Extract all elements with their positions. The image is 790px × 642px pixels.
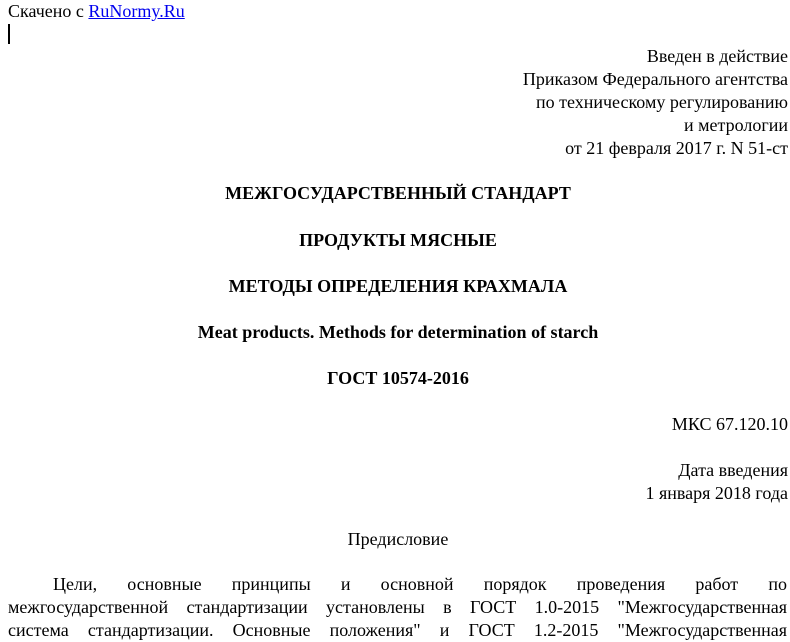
enactment-line: от 21 февраля 2017 г. N 51-ст [565,138,788,158]
methods-title: МЕТОДЫ ОПРЕДЕЛЕНИЯ КРАХМАЛА [228,276,568,296]
text-cursor [8,24,10,44]
enactment-line: Приказом Федерального агентства [522,69,788,89]
enactment-line: по техническому регулированию [535,92,788,112]
standard-type-title: МЕЖГОСУДАРСТВЕННЫЙ СТАНДАРТ [225,183,571,203]
product-title: ПРОДУКТЫ МЯСНЫЕ [299,230,497,250]
english-title: Meat products. Methods for determination of starch [197,322,599,342]
gost-number: ГОСТ 10574-2016 [327,368,469,388]
download-source-prefix: Скачено с [8,1,84,21]
preface-line: система стандартизации. Основные положения" и ГОСТ 1.2-2015 "Межгосударственная [8,620,787,640]
enactment-line: и метрологии [684,115,788,135]
intro-date: 1 января 2018 года [645,483,788,503]
runormy-link[interactable]: RuNormy.Ru [88,1,185,21]
preface-line: межгосударственной стандартизации установлены в ГОСТ 1.0-2015 "Межгосударственная [8,597,787,617]
enactment-line: Введен в действие [646,46,788,66]
intro-date-label: Дата введения [678,460,788,480]
preface-heading: Предисловие [347,529,449,549]
enactment-block [523,45,788,160]
preface-line: Цели, основные принципы и основной порядок проведения работ по [53,574,787,594]
preface-paragraph [8,573,787,642]
mks-code: МКС 67.120.10 [671,414,788,434]
download-source [8,0,185,23]
